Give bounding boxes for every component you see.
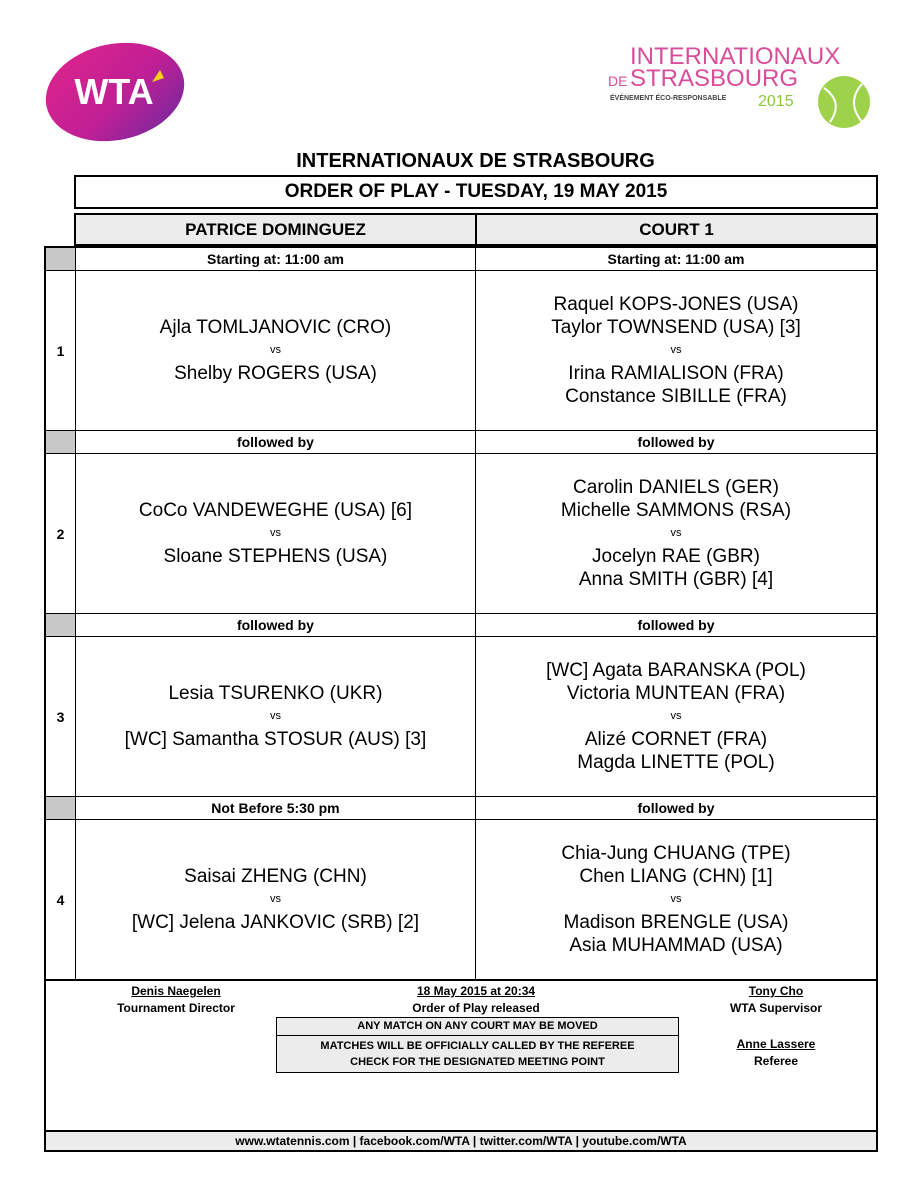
wta-logo-text: WTA — [74, 71, 154, 112]
director-title: Tournament Director — [117, 1001, 235, 1015]
court-header-patrice-dominguez: PATRICE DOMINGUEZ — [74, 213, 477, 246]
supervisor-signature — [696, 983, 856, 1017]
notice-line: MATCHES WILL BE OFFICIALLY CALLED BY THE REFEREE — [320, 1040, 635, 1052]
player-name: Chia-Jung CHUANG (TPE) — [561, 843, 791, 864]
slot-label-marker — [46, 248, 76, 270]
player-name: Saisai ZHENG (CHN) — [184, 866, 367, 887]
player-name: [WC] Jelena JANKOVIC (SRB) [2] — [131, 912, 420, 933]
slot-label: followed by — [76, 431, 476, 453]
event-logo-tagline: ÉVÉNEMENT ÉCO-RESPONSABLE — [610, 95, 727, 102]
match-cell — [76, 271, 476, 430]
release-time: 18 May 2015 at 20:34 — [416, 984, 536, 998]
vs-label: vs — [670, 344, 682, 356]
player-name: Alizé CORNET (FRA) — [584, 729, 768, 750]
vs-label: vs — [269, 344, 281, 356]
notice-match-moved: ANY MATCH ON ANY COURT MAY BE MOVED — [276, 1017, 679, 1036]
schedule-grid — [44, 246, 878, 980]
player-name: Irina RAMIALISON (FRA) — [568, 363, 784, 384]
slot-label-marker — [46, 797, 76, 819]
player-name: Michelle SAMMONS (RSA) — [560, 500, 792, 521]
slot-label-row — [46, 614, 876, 637]
supervisor-name: Tony Cho — [748, 984, 804, 998]
release-info — [356, 983, 596, 1017]
player-name: Taylor TOWNSEND (USA) [3] — [551, 317, 801, 338]
match-number: 2 — [46, 454, 76, 613]
match-cell — [76, 454, 476, 613]
vs-label: vs — [269, 527, 281, 539]
slot-label: followed by — [637, 800, 715, 816]
slot-label: Not Before 5:30 pm — [76, 797, 476, 819]
match-cell — [476, 820, 876, 979]
referee-signature — [696, 1036, 856, 1070]
vs-label: vs — [670, 893, 682, 905]
court-header-court-1: COURT 1 — [475, 213, 878, 246]
referee-title: Referee — [753, 1054, 799, 1068]
notice-referee-call — [276, 1035, 679, 1073]
slot-label: followed by — [637, 617, 715, 633]
player-name: CoCo VANDEWEGHE (USA) [6] — [138, 500, 412, 521]
match-row — [46, 271, 876, 431]
player-name: [WC] Samantha STOSUR (AUS) [3] — [124, 729, 427, 750]
match-row — [46, 820, 876, 980]
page-title: INTERNATIONAUX DE STRASBOURG — [296, 150, 655, 172]
slot-label-row — [46, 431, 876, 454]
event-logo-line1: INTERNATIONAUX — [630, 43, 841, 70]
vs-label: vs — [269, 893, 281, 905]
match-cell — [476, 271, 876, 430]
event-logo — [600, 40, 880, 145]
social-links-bar: www.wtatennis.com | facebook.com/WTA | twitter.com/WTA | youtube.com/WTA — [44, 1130, 878, 1152]
referee-name: Anne Lassere — [736, 1037, 816, 1051]
player-name: Jocelyn RAE (GBR) — [592, 546, 760, 567]
player-name: Shelby ROGERS (USA) — [174, 363, 377, 384]
player-name: Constance SIBILLE (FRA) — [565, 386, 787, 407]
slot-label-marker — [46, 614, 76, 636]
player-name: Raquel KOPS-JONES (USA) — [553, 294, 799, 315]
event-logo-de: DE — [608, 73, 628, 89]
match-number: 3 — [46, 637, 76, 796]
match-number: 4 — [46, 820, 76, 979]
director-name: Denis Naegelen — [131, 984, 221, 998]
match-cell — [476, 637, 876, 796]
player-name: Victoria MUNTEAN (FRA) — [566, 683, 786, 704]
order-of-play-heading: ORDER OF PLAY - TUESDAY, 19 MAY 2015 — [74, 175, 878, 209]
match-cell — [476, 454, 876, 613]
slot-label: followed by — [76, 614, 476, 636]
slot-label: Starting at: 11:00 am — [607, 251, 745, 267]
match-row — [46, 637, 876, 797]
release-label: Order of Play released — [412, 1001, 540, 1015]
player-name: Madison BRENGLE (USA) — [563, 912, 789, 933]
slot-label-row — [46, 797, 876, 820]
event-logo-year: 2015 — [758, 93, 794, 110]
event-logo-line2: STRASBOURG — [630, 65, 799, 92]
notice-line: CHECK FOR THE DESIGNATED MEETING POINT — [350, 1056, 605, 1068]
supervisor-title: WTA Supervisor — [729, 1001, 822, 1015]
director-signature — [86, 983, 266, 1017]
player-name: Magda LINETTE (POL) — [577, 752, 775, 773]
footer-panel — [44, 980, 878, 1132]
match-cell — [76, 820, 476, 979]
player-name: Chen LIANG (CHN) [1] — [579, 866, 773, 887]
slot-label-row — [46, 248, 876, 271]
player-name: Sloane STEPHENS (USA) — [163, 546, 388, 567]
vs-label: vs — [670, 710, 682, 722]
match-row — [46, 454, 876, 614]
player-name: Carolin DANIELS (GER) — [573, 477, 779, 498]
player-name: Ajla TOMLJANOVIC (CRO) — [159, 317, 392, 338]
vs-label: vs — [269, 710, 281, 722]
wta-logo — [44, 42, 186, 142]
player-name: Lesia TSURENKO (UKR) — [168, 683, 383, 704]
player-name: Anna SMITH (GBR) [4] — [578, 569, 774, 590]
slot-label: followed by — [637, 434, 715, 450]
match-cell — [76, 637, 476, 796]
slot-label: Starting at: 11:00 am — [76, 248, 476, 270]
vs-label: vs — [670, 527, 682, 539]
slot-label-marker — [46, 431, 76, 453]
player-name: [WC] Agata BARANSKA (POL) — [546, 660, 806, 681]
match-number: 1 — [46, 271, 76, 430]
player-name: Asia MUHAMMAD (USA) — [569, 935, 783, 956]
